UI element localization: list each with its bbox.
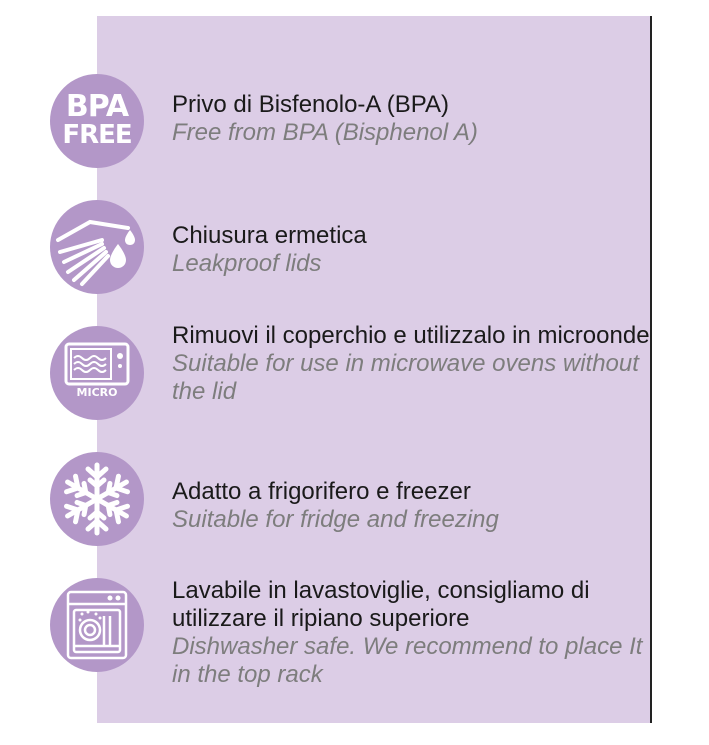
leakproof-icon [50,200,144,294]
free-icon-text: FREE [62,120,132,150]
feature-title-italian: Privo di Bisfenolo-A (BPA) [172,91,449,118]
microwave-icon [50,326,144,420]
feature-text [172,322,650,406]
feature-title-english: Suitable for use in microwave ovens without the lid [172,350,639,405]
feature-title-english: Leakproof lids [172,250,322,277]
feature-text [172,222,650,278]
bpa-icon-text: BPA [65,89,129,124]
feature-text [172,91,650,147]
feature-title-english: Dishwasher safe. We recommend to place It in the top rack [172,633,643,688]
bpa-free-icon [50,74,144,168]
feature-title-italian: Lavabile in lavastoviglie, consigliamo di utilizzare il ripiano superiore [172,577,590,632]
micro-icon-label: MICRO [76,386,118,399]
feature-title-english: Free from BPA (Bisphenol A) [172,119,478,146]
right-border-line [650,16,652,723]
feature-title-italian: Rimuovi il coperchio e utilizzalo in microonde [172,322,650,349]
dishwasher-icon [50,578,144,672]
feature-text [172,478,650,534]
feature-title-english: Suitable for fridge and freezing [172,506,499,533]
snowflake-icon [50,452,144,546]
feature-text [172,577,650,689]
feature-title-italian: Chiusura ermetica [172,222,367,249]
feature-title-italian: Adatto a frigorifero e freezer [172,478,471,505]
